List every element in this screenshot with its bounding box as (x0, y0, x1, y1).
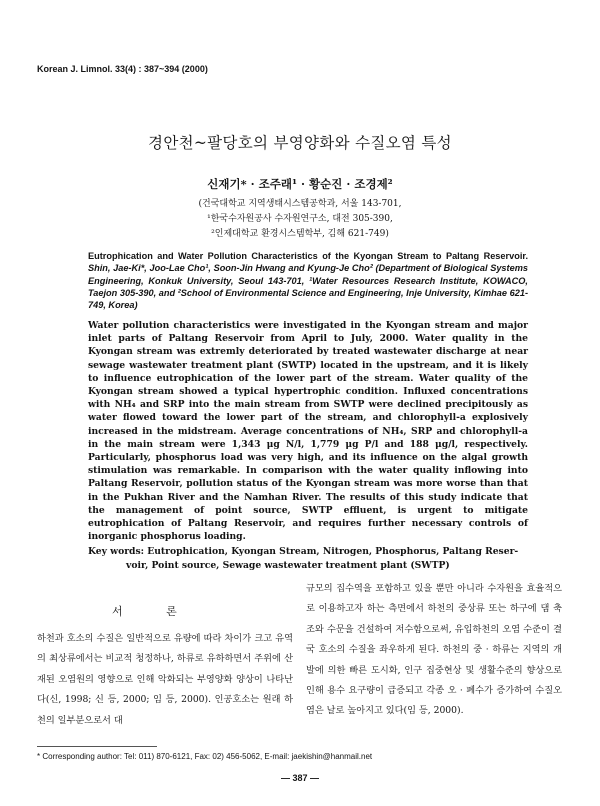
affiliation-line: ²인제대학교 환경시스템학부, 김해 621-749) (211, 229, 389, 239)
english-authors: Shin, Jae-Ki*, Joo-Lae Cho¹, Soon-Jin Hwang and Kyung-Je Cho² (Department of Biological Systems Engineering, Konkuk University, Seoul 143-701, ¹Water Resources Research Institute, KOWACO, Taejon 305-390, and ²School of Environmental Science and Engineering, Inje University, Kimhae 621-749, Korea) (88, 263, 528, 311)
english-title-block (88, 250, 528, 311)
keywords (88, 545, 528, 572)
affiliation-line: (건국대학교 지역생태시스템공학과, 서울 143-701, (198, 199, 402, 209)
keywords-first: Eutrophication, Kyongan Stream, Nitrogen, Phosphorus, Paltang Reser- (147, 546, 519, 557)
korean-affiliations (0, 197, 600, 242)
english-title: Eutrophication and Water Pollution Characteristics of the Kyongan Stream to Paltang Reservoir. (88, 251, 528, 261)
footnote-rule (37, 746, 157, 747)
korean-title: 경안천~팔당호의 부영양화와 수질오염 특성 (148, 134, 452, 152)
abstract (88, 319, 528, 543)
body-column-right (306, 579, 562, 722)
korean-authors: 신재기* · 조주래¹ · 황순진 · 조경제² (207, 177, 393, 191)
body-paragraph: 규모의 집수역을 포함하고 있을 뿐만 아니라 수자원을 효율적으로 이용하고자 하는 측면에서 하천의 중상류 또는 하구에 댐 축조와 수문을 건설하여 저수함으로써, 유입하천의 오염 수준이 결국 호소의 수질을 좌우하게 된다. 하천의 중 · 하류는 지역의 개발에 의한 빠른 도시화, 인구 집중현상 및 생활수준의 향상으로 인해 용수 요구량이 급증되고 각종 오 · 폐수가 증가하여 수질오염은 날로 높아지고 있다(임 등, 2000). (306, 583, 562, 717)
affiliation-line: ¹한국수자원공사 수자원연구소, 대전 305-390, (207, 214, 393, 224)
section-heading: 서 론 (112, 605, 197, 618)
keywords-rest: voir, Point source, Sewage wastewater treatment plant (SWTP) (126, 559, 450, 571)
keywords-label: Key words: (88, 546, 145, 557)
body-paragraph: 하천과 호소의 수질은 일반적으로 유량에 따라 차이가 크고 유역의 최상류에서는 비교적 청정하나, 하류로 유하하면서 주위에 산재된 오염원의 영향으로 인해 악화되는 부영양화 양상이 나타난다(신, 1998; 신 등, 2000; 임 등, 2000). 인공호소는 원래 하천의 일부분으로서 대 (37, 633, 293, 726)
abstract-text: Water pollution characteristics were investigated in the Kyongan stream and major inlet parts of Paltang Reservoir from April to July, 2000. Water quality in the Kyongan stream was extremly deteriorated by treated wastewater discharge at near sewage wastewater treatment plant (SWTP) located in the upstream, and it is likely to influence eutrophication of the lower part of the stream. Water quality of the Kyongan stream showed a typical hypertrophic condition. Influxed concentrations with NH₄ and SRP into the main stream from SWTP were declined precipitously as water flowed toward the lower part of the stream, and chlorophyll-a explosively increased in the midstream. Average concentrations of NH₄, SRP and chlorophyll-a in the main stream were 1,343 μg N/l, 1,779 μg P/l and 188 μg/l, respectively. Particularly, phosphorus load was very high, and its influence on the algal growth stimulation was remarkable. In comparison with the water quality inflowing into Paltang Reservoir, pollution status of the Kyongan stream was more worse than that in the Pukhan River and the Namhan River. The results of this study indicate that the management of point source, SWTP effluent, is urgent to mitigate eutrophication of Paltang Reservoir, and requires further necessary controls of inorganic phosphorus loading. (88, 320, 528, 543)
page-number: — 387 — (280, 773, 320, 783)
footnote: * Corresponding author: Tel: 011) 870-6121, Fax: 02) 456-5062, E-mail: jaekishin@hanmail.net (37, 752, 373, 761)
body-column-left (37, 629, 293, 731)
journal-header: Korean J. Limnol. 33(4) : 387~394 (2000) (37, 64, 208, 74)
